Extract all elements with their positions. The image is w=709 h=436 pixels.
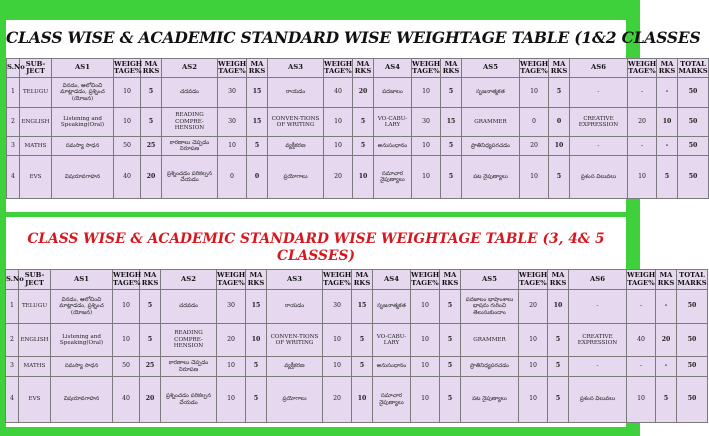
table-cell: 5 [656,377,677,423]
table-cell: 10 [218,137,247,156]
weightage-table-1-2-classes [6,58,709,199]
table-cell: విషయావగాహన [51,377,113,423]
table-cell: 50 [678,156,709,199]
table-cell: EVS [20,156,52,199]
header-cell: AS1 [51,270,113,290]
table-cell: రాయడం [267,290,323,324]
table-cell: - [657,78,678,108]
table-cell: ప్రశ్నించడం పరికల్పన చేయడం [162,156,218,199]
table-cell: పట నైపుణ్యాలు [461,377,519,423]
table-cell: సృజనాత్మకత [373,290,411,324]
table-cell: 0 [218,156,247,199]
table-row [6,377,708,423]
table-cell: 25 [141,137,162,156]
table-cell: - [569,357,627,377]
table-cell: 5 [140,290,161,324]
table-cell: 10 [628,156,657,199]
table-cell: సమాచార నైపుణ్యాలు [374,156,412,199]
header-cell: SUB- JECT [19,270,51,290]
table-cell: 10 [324,108,353,137]
table-cell: 50 [677,377,708,423]
table-cell: ప్రాతినిధ్యపరచడం [462,137,520,156]
table-cell: 5 [440,290,461,324]
header-cell: AS2 [161,270,217,290]
table-cell: 10 [113,324,140,357]
table-cell: వినడం, ఆలోచించి మాట్లాడడం, ప్రశ్నించ (యోజన) [52,78,114,108]
table-cell: 50 [678,137,709,156]
table-cell: ప్రాతినిధ్యపరచడం [461,357,519,377]
table-cell: 5 [246,357,267,377]
table-cell: 50 [113,357,140,377]
table-row [7,156,709,199]
table-cell: - [627,290,656,324]
table-cell: 5 [141,78,162,108]
table-cell: 20 [140,377,161,423]
header-cell: AS1 [52,59,114,78]
table-cell: 30 [218,78,247,108]
table-cell: 20 [141,156,162,199]
table-cell: 10 [412,137,441,156]
header-cell: WEIGH TAGE% [323,270,352,290]
header-cell: S.No [7,59,20,78]
header-cell: WEIGH TAGE% [627,270,656,290]
table-cell: 20 [520,137,549,156]
table-cell: - [627,357,656,377]
table-cell: - [657,137,678,156]
table-cell: 5 [352,324,373,357]
table-cell: 10 [520,156,549,199]
table-cell: 10 [548,290,569,324]
header-cell: AS5 [462,59,520,78]
header-cell: WEIGH TAGE% [520,59,549,78]
table-cell: 0 [247,156,268,199]
table-cell: ప్రశంస విలువలు [569,377,627,423]
table-cell: - [570,137,628,156]
table-cell: 30 [323,290,352,324]
table-cell: 10 [246,324,267,357]
table-cell: EVS [19,377,51,423]
table-cell: ENGLISH [20,108,52,137]
table-cell: అనుసంధానం [374,137,412,156]
table-cell: 5 [441,156,462,199]
header-cell: MA RKS [549,59,570,78]
table-cell: 40 [114,156,141,199]
header-cell: AS3 [268,59,324,78]
table-cell: READING COMPRE-HENSION [161,324,217,357]
table-cell: 10 [411,357,440,377]
table-cell: - [570,78,628,108]
table-cell: MATHS [20,137,52,156]
header-cell: MA RKS [352,270,373,290]
table-cell: 5 [246,377,267,423]
table-row [6,324,708,357]
table-cell: పదజాలం [374,78,412,108]
table-cell: 3 [7,137,20,156]
table-cell: 10 [323,324,352,357]
weightage-table-3-4-5-classes [5,269,708,423]
table-cell: రాయడం [268,78,324,108]
table-cell: 5 [140,324,161,357]
header-cell: AS3 [267,270,323,290]
table-cell: 10 [549,137,570,156]
table-cell: MATHS [19,357,51,377]
table-cell: 5 [548,377,569,423]
table-cell: - [656,357,677,377]
table-cell: ENGLISH [19,324,51,357]
table-cell: 15 [352,290,373,324]
table-cell: 5 [247,137,268,156]
table-cell: TELUGU [19,290,51,324]
table-cell: 10 [657,108,678,137]
table1-title: CLASS WISE & ACADEMIC STANDARD WISE WEIGHTAGE TABLE (1&2 CLASSES [6,28,701,47]
table-cell: 50 [678,78,709,108]
table-cell: 4 [7,156,20,199]
table-cell: 20 [519,290,548,324]
table-cell: 50 [677,290,708,324]
table-cell: 5 [440,377,461,423]
table-cell: - [628,78,657,108]
table-cell: VO-CABU-LARY [374,108,412,137]
table-cell: 20 [323,377,352,423]
table-cell: అనుసంధానం [373,357,411,377]
table-cell: 5 [440,324,461,357]
header-cell: MA RKS [353,59,374,78]
table-cell: 5 [441,78,462,108]
table-cell: 2 [6,324,19,357]
table-cell: 0 [520,108,549,137]
header-cell: WEIGH TAGE% [324,59,353,78]
table-cell: GRAMMER [462,108,520,137]
header-cell: MA RKS [141,59,162,78]
header-cell: AS4 [373,270,411,290]
table-cell: 5 [141,108,162,137]
table-cell: 50 [678,108,709,137]
table-cell: 30 [412,108,441,137]
weightage-panel-3-4-5-classes [6,217,707,427]
header-cell: MA RKS [657,59,678,78]
table-cell: 5 [548,324,569,357]
table-cell: 5 [352,357,373,377]
table-cell: - [628,137,657,156]
header-row [6,270,708,290]
table-cell: 30 [218,108,247,137]
table-cell: 20 [217,324,246,357]
table-cell: 5 [353,137,374,156]
table-cell: కారణాలు చెప్పడం నిరూపణ [162,137,218,156]
table-cell: ప్రయోగాలు [267,377,323,423]
header-cell: WEIGH TAGE% [217,270,246,290]
table-cell: 10 [519,324,548,357]
table-cell: GRAMMER [461,324,519,357]
table-cell: 3 [6,357,19,377]
header-row [7,59,709,78]
table-cell: 40 [324,78,353,108]
table-cell: 10 [519,377,548,423]
header-cell: WEIGH TAGE% [113,270,140,290]
table-cell: Listening and Speaking(Oral) [51,324,113,357]
table-cell: 20 [324,156,353,199]
header-cell: WEIGH TAGE% [412,59,441,78]
table-cell: సమస్యా సాధన [52,137,114,156]
table-cell: 10 [520,78,549,108]
table-cell: 10 [411,290,440,324]
header-cell: AS2 [162,59,218,78]
table-cell: పదజాలం భాషాంశాలు భాషను గురించి తెలుసుకుందాం [461,290,519,324]
table-cell: కారణాలు చెప్పడం నిరూపణ [161,357,217,377]
table-cell: CONVEN-TIONS OF WRITING [268,108,324,137]
header-cell: MA RKS [548,270,569,290]
table-cell: వ్యక్తీకరణ [268,137,324,156]
table-cell: 10 [113,290,140,324]
table-cell: వినడం, ఆలోచించి మాట్లాడడం, ప్రశ్నించ (యోజన) [51,290,113,324]
table-cell: TELUGU [20,78,52,108]
table-cell: 10 [411,377,440,423]
header-cell: AS6 [570,59,628,78]
table-cell: 1 [6,290,19,324]
header-cell: WEIGH TAGE% [628,59,657,78]
header-cell: MA RKS [246,270,267,290]
table-row [6,357,708,377]
table-cell: 10 [114,108,141,137]
table-cell: 10 [627,377,656,423]
header-cell: WEIGH TAGE% [114,59,141,78]
table-cell: విషయావగాహన [52,156,114,199]
table-row [6,290,708,324]
table-cell: 10 [411,324,440,357]
header-cell: MA RKS [656,270,677,290]
table-cell: 10 [217,377,246,423]
header-cell: SUB- JECT [20,59,52,78]
table-cell: 10 [352,377,373,423]
table-cell: సమాచార నైపుణ్యాలు [373,377,411,423]
table-cell: 5 [548,357,569,377]
table-cell: READING COMPRE-HENSION [162,108,218,137]
table-cell: 50 [677,357,708,377]
table-cell: 40 [627,324,656,357]
table-cell: ప్రశ్నించడం పరికల్పన చేయడం [161,377,217,423]
table-cell: CREATIVE EXPRESSION [570,108,628,137]
table-cell: వ్యక్తీకరణ [267,357,323,377]
table-cell: 10 [519,357,548,377]
table-cell: సృజనాత్మకత [462,78,520,108]
table-cell: 5 [353,108,374,137]
table-cell: 10 [324,137,353,156]
header-cell: MA RKS [247,59,268,78]
table-cell: 5 [549,156,570,199]
header-cell: TOTAL MARKS [677,270,708,290]
table-cell: 0 [549,108,570,137]
table-cell: 15 [441,108,462,137]
header-cell: MA RKS [441,59,462,78]
header-cell: TOTAL MARKS [678,59,709,78]
table-cell: VO-CABU-LARY [373,324,411,357]
table-cell: - [656,290,677,324]
table-cell: సమస్యా సాధన [51,357,113,377]
table-cell: చదవడం [162,78,218,108]
table-cell: 30 [217,290,246,324]
table-cell: 5 [549,78,570,108]
table-cell: 4 [6,377,19,423]
table-cell: 20 [656,324,677,357]
table-cell: 5 [440,357,461,377]
table2-title: CLASS WISE & ACADEMIC STANDARD WISE WEIGHTAGE TABLE (3, 4& 5 CLASSES) [27,231,605,264]
table-cell: 10 [353,156,374,199]
table-cell: 10 [323,357,352,377]
header-cell: MA RKS [140,270,161,290]
table-cell: 20 [353,78,374,108]
table-row [7,78,709,108]
table-cell: CONVEN-TIONS OF WRITING [267,324,323,357]
table-cell: 15 [247,78,268,108]
table-cell: 50 [114,137,141,156]
table-cell: 15 [246,290,267,324]
table-cell: ప్రశంస విలువలు [570,156,628,199]
table-cell: 5 [441,137,462,156]
header-cell: AS4 [374,59,412,78]
table-cell: ప్రయోగాలు [268,156,324,199]
table-cell: 50 [677,324,708,357]
table-cell: CREATIVE EXPRESSION [569,324,627,357]
table-cell: పట నైపుణ్యాలు [462,156,520,199]
header-cell: WEIGH TAGE% [218,59,247,78]
header-cell: AS6 [569,270,627,290]
table-cell: 40 [113,377,140,423]
table-row [7,108,709,137]
table-cell: 25 [140,357,161,377]
table-cell: 10 [412,156,441,199]
header-cell: S.No [6,270,19,290]
table-cell: Listening and Speaking(Oral) [52,108,114,137]
table-cell: 2 [7,108,20,137]
table-cell: - [569,290,627,324]
table-cell: చదవడం [161,290,217,324]
table-cell: 10 [217,357,246,377]
header-cell: AS5 [461,270,519,290]
table-cell: 5 [657,156,678,199]
table-cell: 10 [412,78,441,108]
header-cell: MA RKS [440,270,461,290]
table-cell: 15 [247,108,268,137]
table-cell: 20 [628,108,657,137]
table-cell: 1 [7,78,20,108]
table-row [7,137,709,156]
weightage-panel-1-2-classes [6,20,708,212]
header-cell: WEIGH TAGE% [411,270,440,290]
table-cell: 10 [114,78,141,108]
header-cell: WEIGH TAGE% [519,270,548,290]
